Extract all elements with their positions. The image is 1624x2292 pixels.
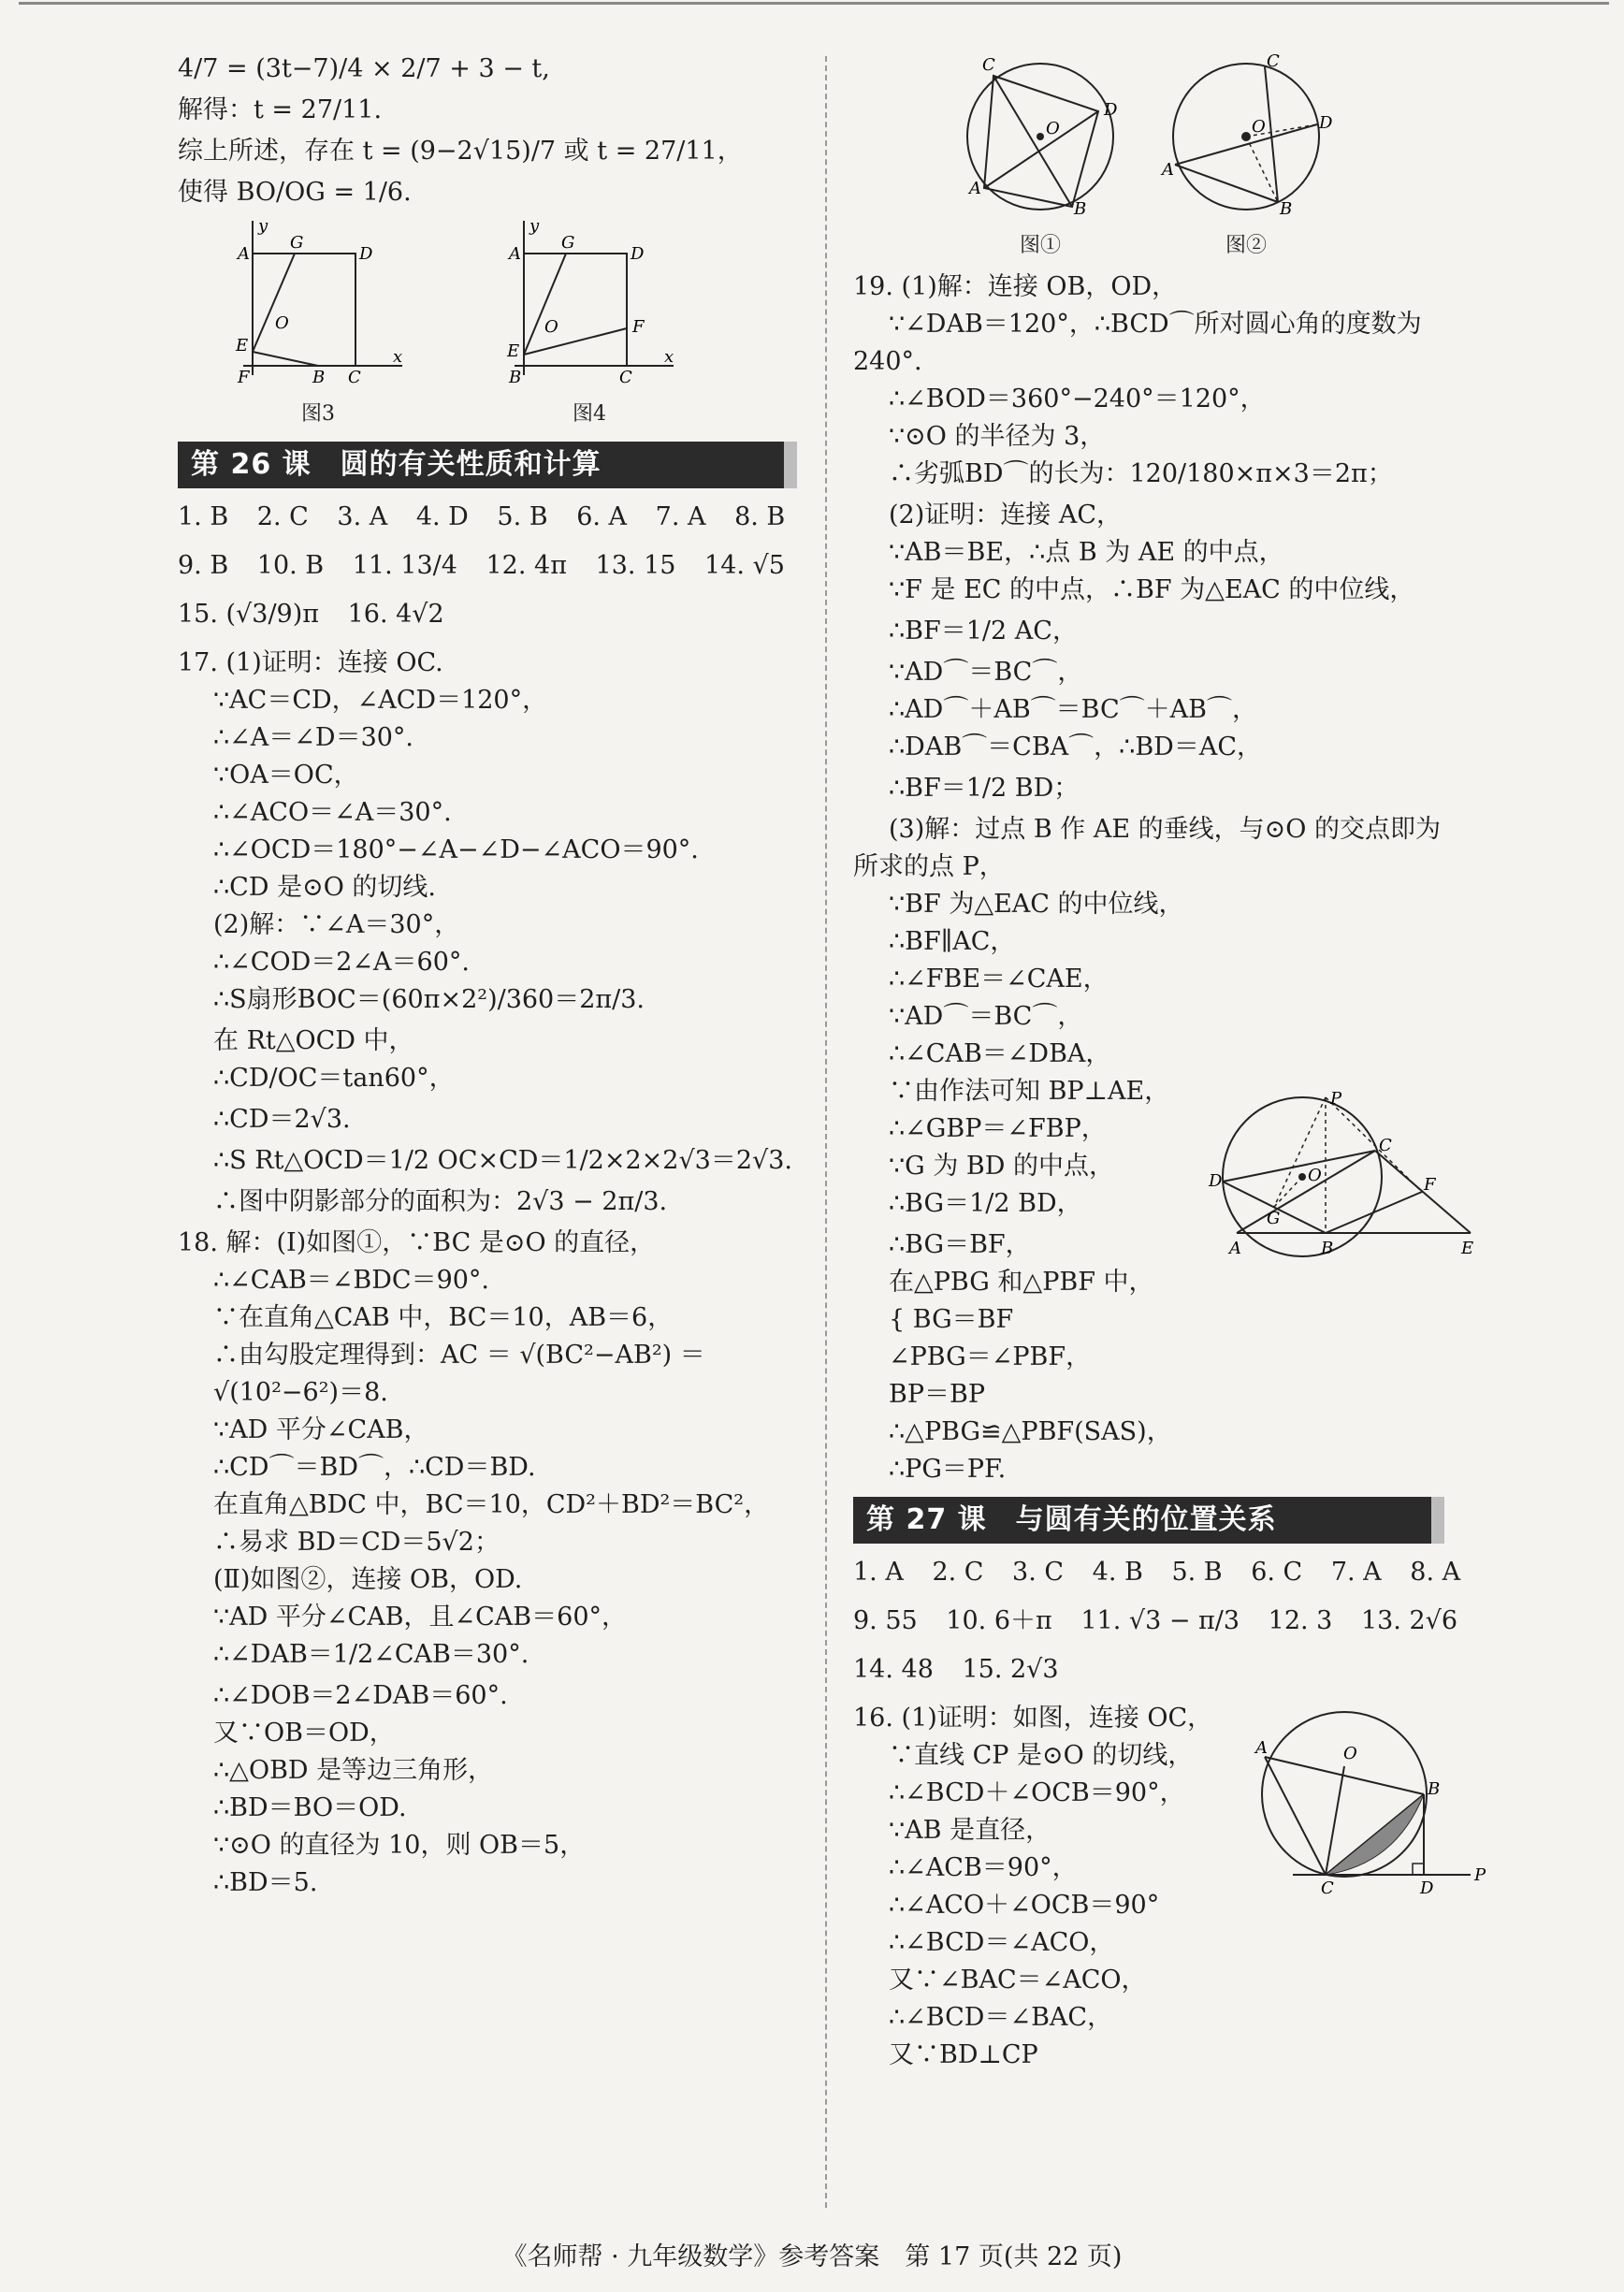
text-line: ∴∠FBE＝∠CAE， <box>889 965 1109 994</box>
label-E: E <box>236 336 249 355</box>
label-A: A <box>1255 1738 1268 1758</box>
label-C: C <box>1267 51 1280 71</box>
label-F: F <box>632 317 645 337</box>
text-line: ∠PBG＝∠PBF， <box>889 1342 1092 1371</box>
text-line: 在直角△BDC 中，BC＝10，CD²＋BD²＝BC²， <box>213 1490 770 1519</box>
label-x: x <box>393 347 403 367</box>
answers-row <box>178 500 814 535</box>
label-B: B <box>1280 199 1293 219</box>
answer: 1. A <box>853 1558 904 1587</box>
answer: 1. B <box>178 502 229 531</box>
question-18 <box>178 1226 814 1901</box>
answer: 5. B <box>497 502 548 531</box>
label-D: D <box>359 244 373 264</box>
text-line: ∵AB＝BE，∴点 B 为 AE 的中点， <box>889 538 1284 567</box>
text-line: ∴∠DAB＝1/2∠CAB＝30°. <box>213 1640 529 1669</box>
answer: 16. 4√2 <box>347 600 444 629</box>
answer: 3. A <box>337 502 388 531</box>
label-O: O <box>544 317 558 337</box>
label-G: G <box>561 233 575 253</box>
answer: 10. 6＋π <box>946 1606 1052 1635</box>
text-line: ∵⊙O 的直径为 10，则 OB＝5， <box>213 1831 586 1860</box>
text-line: ∴BG＝BF， <box>889 1230 1031 1259</box>
answers-row <box>853 1555 1499 1590</box>
answer: 12. 3 <box>1268 1606 1333 1635</box>
answers-row <box>853 1652 1499 1688</box>
figure-3-caption: 图3 <box>301 402 335 426</box>
text-line: ∴CD⌒＝BD⌒，∴CD＝BD. <box>213 1453 536 1482</box>
text-line: ∵在直角△CAB 中，BC＝10，AB＝6， <box>213 1303 674 1332</box>
answer: 6. A <box>576 502 628 531</box>
text-line: 又∵OB＝OD， <box>213 1719 395 1748</box>
figure-row-3-4 <box>178 216 814 432</box>
text-line: ∴∠OCD＝180°−∠A−∠D−∠ACO＝90°. <box>213 835 699 864</box>
text-line: ∵∠DAB＝120°，∴BCD⌒所对圆心角的度数为 <box>889 310 1422 339</box>
text-line: ∴∠BCD＋∠OCB＝90°， <box>889 1778 1185 1807</box>
text-line: √(10²−6²)＝8. <box>213 1378 388 1407</box>
lesson-26-title: 第 26 课 圆的有关性质和计算 <box>191 448 602 481</box>
circle-figure-16 <box>1255 1701 1499 1897</box>
answer: 12. 4π <box>486 551 567 580</box>
label-O: O <box>275 313 289 333</box>
label-E: E <box>1461 1239 1474 1258</box>
text-line: ∵AD⌒＝BC⌒， <box>889 1002 1083 1031</box>
answer: 2. C <box>932 1558 984 1587</box>
text-line: (2)证明：连接 AC， <box>889 500 1122 529</box>
answer: 8. B <box>734 502 786 531</box>
question-19 <box>853 269 1499 1487</box>
text-line: ∵AD 平分∠CAB，且∠CAB＝60°， <box>213 1603 628 1632</box>
question-16 <box>853 1701 1499 2073</box>
text-line: ∴∠CAB＝∠BDC＝90°. <box>213 1266 490 1295</box>
text-line: (3)解：过点 B 作 AE 的垂线，与⊙O 的交点即为 <box>889 815 1441 844</box>
figure-2 <box>1162 51 1333 264</box>
answer: 4. D <box>415 502 469 531</box>
label-x: x <box>664 347 674 367</box>
text-line: ∴△PBG≌△PBF(SAS)， <box>889 1417 1172 1446</box>
right-column <box>853 51 1499 2075</box>
answer: 5. B <box>1171 1558 1223 1587</box>
text-line: ∴△OBD 是等边三角形， <box>213 1756 494 1785</box>
answer: 15. 2√3 <box>962 1655 1059 1684</box>
text-line: ∵⊙O 的半径为 3， <box>889 422 1106 451</box>
answer: 8. A <box>1410 1558 1461 1587</box>
circle-figure-19 <box>1209 1089 1480 1270</box>
label-D: D <box>1420 1879 1434 1898</box>
text-line: ∵AD⌒＝BC⌒， <box>889 658 1083 687</box>
text-line: ∴易求 BD＝CD＝5√2； <box>213 1528 500 1557</box>
text-line: ∴∠ACB＝90°， <box>889 1853 1078 1882</box>
text-line: ∴AD⌒＋AB⌒＝BC⌒＋AB⌒， <box>889 695 1258 724</box>
text-line: 17. (1)证明：连接 OC. <box>178 648 443 677</box>
label-G: G <box>290 233 304 253</box>
text-line: 综上所述，存在 t = (9−2√15)/7 或 t = 27/11， <box>178 137 743 166</box>
text-line: 在 Rt△OCD 中， <box>213 1026 414 1055</box>
heading-accent <box>1431 1497 1444 1544</box>
answers-row <box>178 597 814 632</box>
text-line: ∵由作法可知 BP⊥AE， <box>889 1077 1170 1106</box>
label-C: C <box>619 368 632 387</box>
page-footer: 《名师帮 · 九年级数学》参考答案 第 17 页(共 22 页) <box>501 2242 1123 2271</box>
text-line: 又∵∠BAC＝∠ACO， <box>889 1966 1147 1995</box>
figure-row-1-2 <box>853 51 1499 264</box>
figure-1 <box>956 57 1124 264</box>
circle-figure-1 <box>956 55 1124 219</box>
text-line: ∴图中阴影部分的面积为：2√3 − 2π/3. <box>213 1187 668 1216</box>
question-17 <box>178 646 814 1220</box>
label-B: B <box>509 368 522 387</box>
label-y: y <box>529 216 540 236</box>
text-line: ∴BF∥AC， <box>889 927 1016 956</box>
label-A: A <box>1162 160 1174 180</box>
lesson-27-heading <box>853 1497 1431 1544</box>
text-line: ∵直线 CP 是⊙O 的切线， <box>889 1741 1194 1770</box>
text-line: 又∵BD⊥CP <box>889 2040 1038 2069</box>
text-line: (2)解：∵∠A＝30°， <box>213 910 460 939</box>
text-line: ∵OA＝OC， <box>213 761 359 790</box>
label-O: O <box>1343 1744 1357 1763</box>
text-line: ∵G 为 BD 的中点， <box>889 1152 1114 1181</box>
lesson-27-title: 第 27 课 与圆有关的位置关系 <box>866 1503 1277 1536</box>
label-E: E <box>507 341 520 361</box>
text-line: 18. 解：(Ⅰ)如图①，∵BC 是⊙O 的直径， <box>178 1228 656 1257</box>
text-line: ∵BF 为△EAC 的中位线， <box>889 890 1184 919</box>
label-P: P <box>1474 1865 1486 1885</box>
text-line: ∴∠ACO＋∠OCB＝90° <box>889 1891 1160 1920</box>
label-B: B <box>1428 1779 1441 1799</box>
label-C: C <box>1321 1879 1334 1898</box>
top-border <box>19 2 1609 5</box>
text-line: { BG＝BF <box>889 1305 1014 1334</box>
text-line: ∵AD 平分∠CAB， <box>213 1415 429 1444</box>
text-line: (Ⅱ)如图②，连接 OB，OD. <box>213 1565 523 1594</box>
text-line: ∴∠DOB＝2∠DAB＝60°. <box>213 1681 508 1710</box>
circle-figure-2 <box>1162 51 1333 219</box>
label-O: O <box>1308 1166 1322 1185</box>
text-line: ∴劣弧BD⌒的长为：120/180×π×3＝2π； <box>889 459 1393 488</box>
text-line: ∴∠A＝∠D＝30°. <box>213 723 414 752</box>
answer: 7. A <box>1330 1558 1382 1587</box>
label-A: A <box>509 244 521 264</box>
label-y: y <box>258 216 268 236</box>
text-line: ∴BF＝1/2 BD； <box>889 774 1080 803</box>
lesson-26-heading <box>178 442 784 488</box>
answer: 13. 2√6 <box>1360 1606 1458 1635</box>
label-D: D <box>1319 113 1333 133</box>
coordinate-figure-3 <box>225 216 412 387</box>
text-line: ∴S Rt△OCD＝1/2 OC×CD＝1/2×2×2√3＝2√3. <box>213 1146 792 1175</box>
answer: 13. 15 <box>595 551 676 580</box>
text-line: ∴BD＝BO＝OD. <box>213 1793 407 1822</box>
label-B: F <box>238 368 250 387</box>
label-D: D <box>1209 1171 1223 1191</box>
figure-4-caption: 图4 <box>573 402 606 426</box>
answer: 7. A <box>655 502 706 531</box>
text-line: ∴∠COD＝2∠A＝60°. <box>213 948 470 977</box>
text-line: ∴∠BCD＝∠ACO， <box>889 1928 1115 1957</box>
answer: 3. C <box>1012 1558 1065 1587</box>
label-F: F <box>1424 1175 1436 1195</box>
figure-3 <box>225 216 412 432</box>
text-line: ∴CD＝2√3. <box>213 1105 351 1134</box>
text-line: ∴BG＝1/2 BD， <box>889 1189 1082 1218</box>
text-line: 19. (1)解：连接 OB，OD， <box>853 272 1178 301</box>
text-line: ∵AC＝CD，∠ACD＝120°， <box>213 686 548 715</box>
answer: 9. B <box>178 551 229 580</box>
heading-accent <box>784 442 797 488</box>
answer: 2. C <box>256 502 309 531</box>
figure-1-caption: 图① <box>1019 234 1061 257</box>
text-line: ∴∠BCD＝∠BAC， <box>889 2003 1113 2032</box>
label-C: C <box>348 368 361 387</box>
coordinate-figure-4 <box>496 216 683 387</box>
answer: 11. 13/4 <box>352 551 457 580</box>
text-line: 4/7 = (3t−7)/4 × 2/7 + 3 − t, <box>178 54 550 83</box>
label-P: P <box>1330 1089 1342 1109</box>
label-O: O <box>1252 117 1266 137</box>
text-line: 16. (1)证明：如图，连接 OC， <box>853 1704 1213 1733</box>
label-G: G <box>1267 1209 1281 1228</box>
text-line: ∴∠GBP＝∠FBP， <box>889 1114 1107 1143</box>
text-line: 240°. <box>853 347 922 376</box>
text-line: ∴BF＝1/2 AC， <box>889 617 1078 646</box>
answer: 9. 55 <box>853 1606 918 1635</box>
label-F: B <box>312 368 326 387</box>
answer: 15. (√3/9)π <box>178 600 319 629</box>
label-D: D <box>631 244 645 264</box>
label-B: B <box>1074 199 1087 219</box>
text-line: ∴DAB⌒＝CBA⌒，∴BD＝AC， <box>889 733 1262 762</box>
answer: 10. B <box>256 551 325 580</box>
answers-row <box>178 548 814 584</box>
text-line: 解得：t = 27/11. <box>178 95 383 124</box>
answers-row <box>853 1603 1499 1639</box>
text-line: BP＝BP <box>889 1380 986 1409</box>
answer: 6. C <box>1251 1558 1303 1587</box>
answer: 14. √5 <box>704 551 785 580</box>
answer: 4. B <box>1092 1558 1143 1587</box>
label-A: A <box>238 244 250 264</box>
figure-2-caption: 图② <box>1225 234 1267 257</box>
text-line: ∴S扇形BOC＝(60π×2²)/360＝2π/3. <box>213 985 645 1014</box>
column-divider <box>825 56 827 2208</box>
answer: 14. 48 <box>853 1655 934 1684</box>
label-O: O <box>1046 119 1060 138</box>
label-C: C <box>982 55 995 75</box>
text-line: ∵AB 是直径， <box>889 1816 1051 1845</box>
label-B: B <box>1321 1239 1334 1258</box>
text-line: 使得 BO/OG = 1/6. <box>178 178 412 207</box>
text-line: ∴CD 是⊙O 的切线. <box>213 873 436 902</box>
text-line: ∴由勾股定理得到：AC ＝ √(BC²−AB²) ＝ <box>213 1341 705 1370</box>
label-A: A <box>1229 1239 1241 1258</box>
text-line: ∴CD/OC＝tan60°， <box>213 1064 455 1093</box>
text-line: ∴∠ACO＝∠A＝30°. <box>213 798 452 827</box>
text-line: 所求的点 P， <box>853 852 1005 881</box>
label-D: D <box>1104 100 1118 120</box>
label-A: A <box>969 179 981 198</box>
text-line: 在△PBG 和△PBF 中， <box>889 1268 1154 1297</box>
left-column <box>178 51 814 1903</box>
text-line: ∴∠CAB＝∠DBA， <box>889 1039 1111 1068</box>
answer: 11. √3 − π/3 <box>1080 1606 1240 1635</box>
text-line: ∵F 是 EC 的中点，∴BF 为△EAC 的中位线， <box>889 575 1415 604</box>
label-C: C <box>1379 1136 1392 1155</box>
figure-4 <box>496 216 683 432</box>
text-line: ∴PG＝PF. <box>889 1455 1007 1484</box>
text-line: ∴BD＝5. <box>213 1868 318 1897</box>
text-line: ∴∠BOD＝360°−240°＝120°， <box>889 384 1266 413</box>
